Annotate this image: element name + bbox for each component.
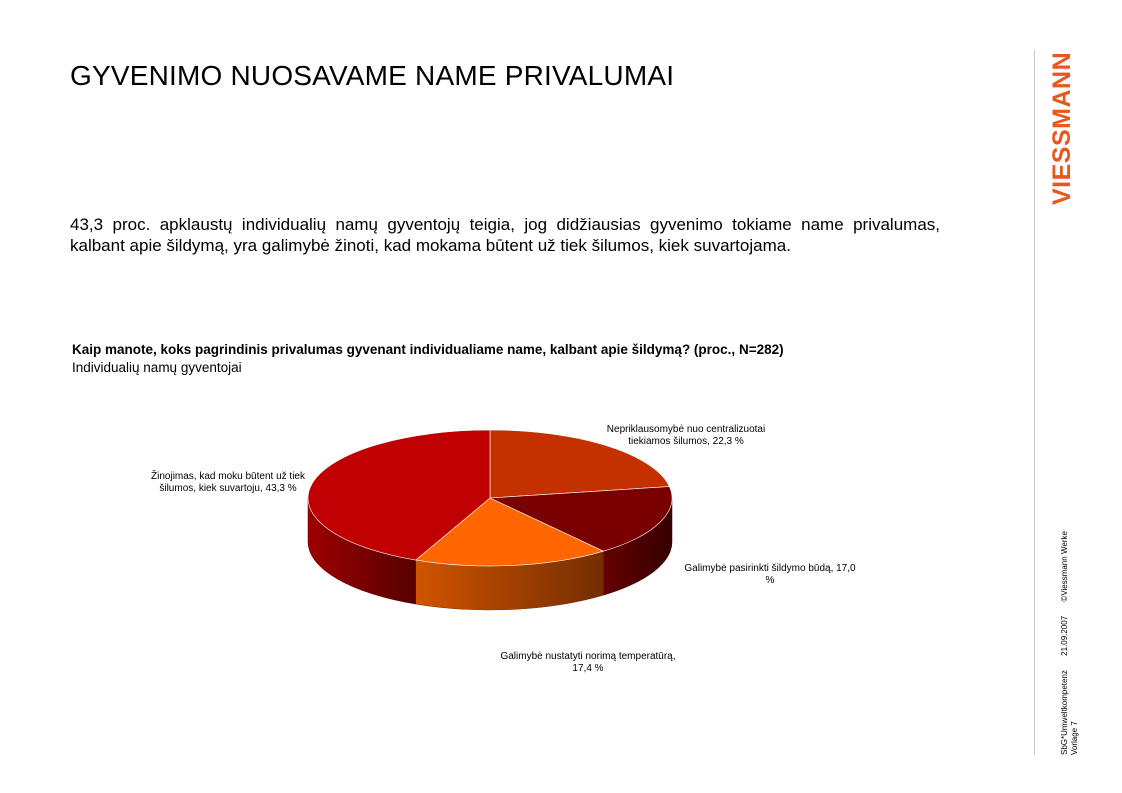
slice-label-2: Galimybė nustatyti norimą temperatūrą, 17,4 % [500, 651, 676, 674]
slide-title: GYVENIMO NUOSAVAME NAME PRIVALUMAI [70, 60, 675, 91]
chart-title: Kaip manote, koks pagrindinis privalumas gyvenant individualiame name, kalbant apie šildymą? (proc., N=282) [72, 342, 784, 357]
footer-meta [1060, 519, 1069, 755]
slice-label-1: Galimybė pasirinkti šildymo būdą, 17,0 % [684, 563, 856, 586]
slice-label-3: Žinojimas, kad moku būtent už tiek šilumos, kiek suvartoju, 43,3 % [151, 471, 305, 494]
lead-paragraph: 43,3 proc. apklaustų individualių namų gyventojų teigia, jog didžiausias gyvenimo tokiame name privalumas, kalbant apie šildymą, yra galimybė žinoti, kad mokama būtent už tiek šilumos, kiek suvartojama. [70, 215, 940, 255]
footer-copyright: ©Viessmann Werke [1060, 531, 1069, 602]
footer-date: 21.09.2007 [1060, 615, 1069, 656]
chart-subtitle: Individualių namų gyventojai [72, 360, 242, 375]
viessmann-logo: VIESSMANN [1048, 51, 1076, 205]
footer-text: SbG*Umweltkompetenz [1060, 670, 1069, 755]
footer-vorlage: Vorlage 7 [1070, 721, 1079, 755]
vertical-divider [1034, 50, 1035, 755]
footer-slide-number [1070, 709, 1079, 755]
slice-label-0: Nepriklausomybė nuo centralizuotai tiekiamos šilumos, 22,3 % [606, 424, 766, 447]
